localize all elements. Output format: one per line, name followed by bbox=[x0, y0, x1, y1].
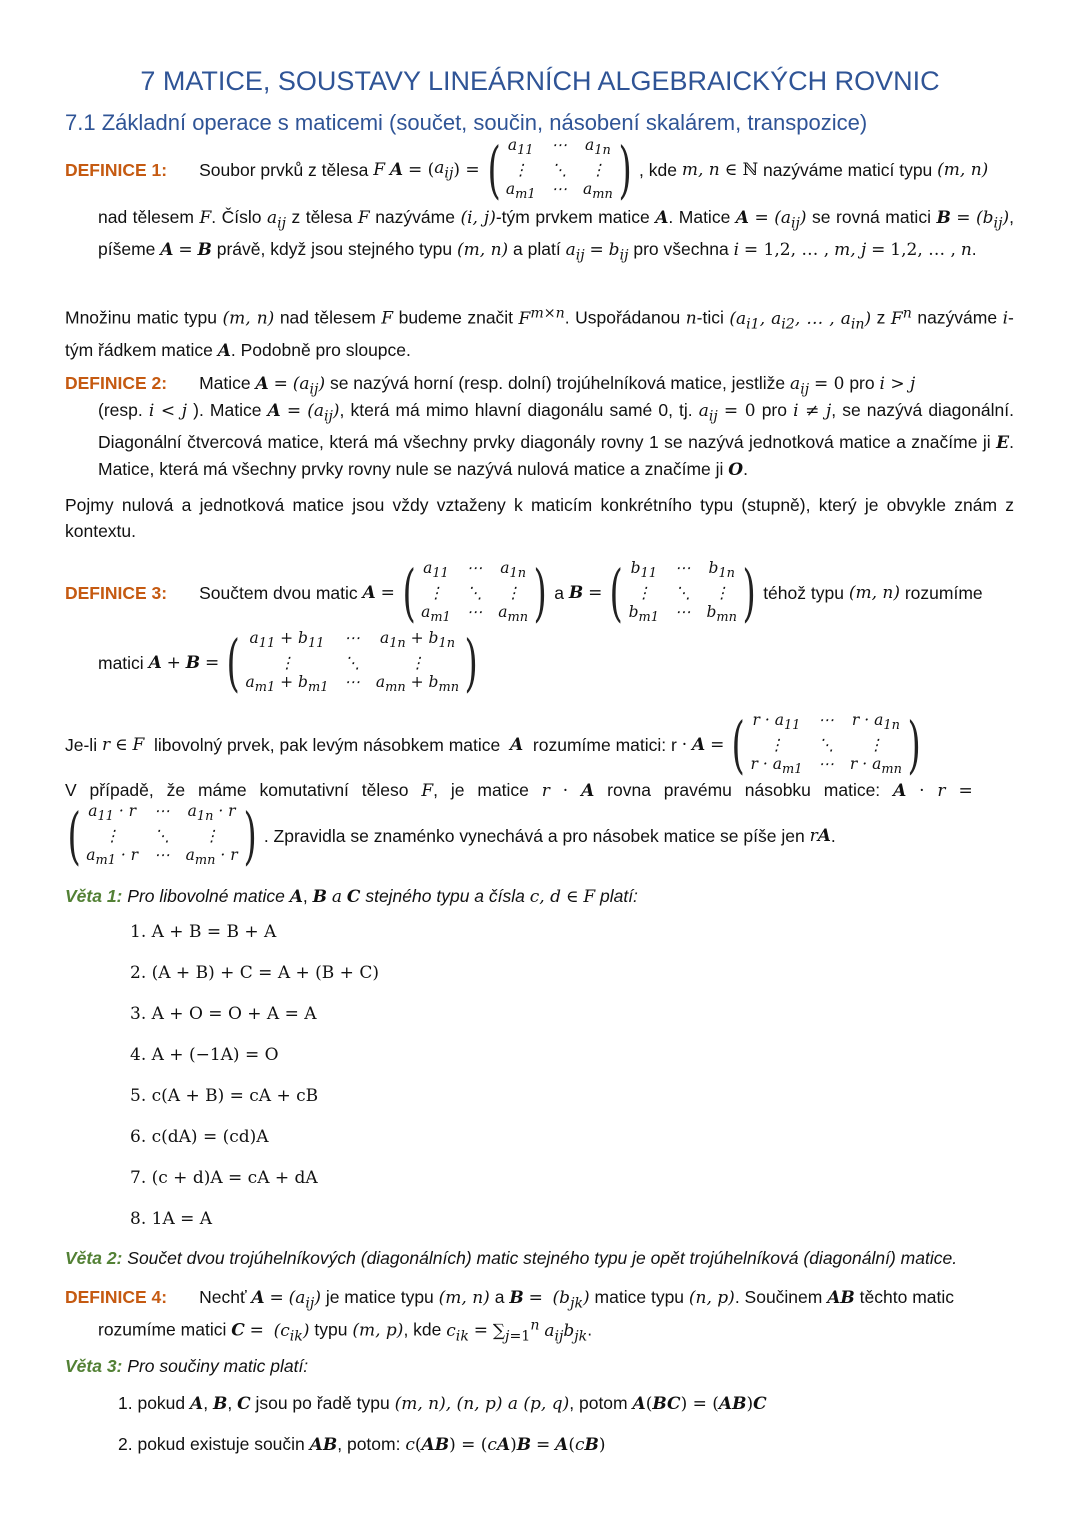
def2-body: (resp. i < j ). Matice $A = (a_{ij})$, která má mimo hlavní diagonálu samé 0, tj. $a_{ij} = 0$ pro i ≠ j, se nazývá diagonální. Diagonální čtvercová matice, která má všechny prvky diagonály rovny 1 se nazývá jednotková matice a značíme ji E. Matice, která má všechny prvky rovny nule se nazývá nulová matice a značíme ji O. bbox=[98, 400, 1014, 481]
def4-label: DEFINICE 4: bbox=[65, 1287, 168, 1307]
chapter-heading: 7 MATICE, SOUSTAVY LINEÁRNÍCH ALGEBRAICKÝCH ROVNIC bbox=[140, 66, 940, 96]
def3-label: DEFINICE 3: bbox=[65, 582, 168, 603]
veta3: Věta 3: Pro součiny matic platí: bbox=[65, 1356, 309, 1376]
veta1-item: 8. 1A = A bbox=[130, 1209, 213, 1229]
veta3-item-2: 2. pokud existuje součin AB, potom: c(AB) = (cA)B = A(cB) bbox=[118, 1434, 606, 1455]
matrix-sum: ( $a_{11} + b_{11}$ ⋯ $a_{1n} + b_{1n}$ ⋮ ⋱ ⋮ $a_{m1} + b_{m1}$ ⋯ $a_{mn} + b_{mn}$ ) bbox=[226, 626, 478, 699]
matrix-scalar-right: ( $a_{11} \cdot r$ ⋯ $a_{1n} \cdot r$ ⋮ ⋱ ⋮ $a_{m1} \cdot r$ ⋯ $a_{mn} \cdot r$ ) bbox=[67, 799, 257, 872]
def3-line1: DEFINICE 3: Součtem dvou matic A = ( $a_{11}$ ⋯ $a_{1n}$ ⋮ ⋱ ⋮ $a_{m1}$ ⋯ $a_{mn}$ ) a B = ( $b_{11}$ ⋯ $b_{1n}$ ⋮ ⋱ ⋮ $b_{m1}$ ⋯ $b_{mn}$ ) téhož typu (m, n) rozumíme bbox=[65, 556, 983, 629]
matrix-b: ( $b_{11}$ ⋯ $b_{1n}$ ⋮ ⋱ ⋮ $b_{m1}$ ⋯ $b_{mn}$ ) bbox=[609, 556, 756, 629]
def4: DEFINICE 4: Nechť $A = (a_{ij})$ je matice typu (m, n) a $B = (b_{jk})$ matice typu (n, p). Součinem AB těchto matic bbox=[65, 1287, 955, 1312]
matrix-a: ( $a_{11}$ ⋯ $a_{1n}$ ⋮ ⋱ ⋮ $a_{m1}$ ⋯ $a_{mn}$ ) bbox=[402, 556, 547, 629]
paragraph-rows: Množinu matic typu (m, n) nad tělesem F budeme značit $F^{m\times n}$. Uspořádanou n-tici ($a_{i1}$, $a_{i2}$, … , $a_{in}$) z $F^n$ nazýváme i-tým řádkem matice A. Podobně pro sloupce. bbox=[65, 305, 1014, 362]
def1-body: nad tělesem F. Číslo $a_{ij}$ z tělesa F nazýváme (i, j)-tým prvkem matice A. Matice $A = (a_{ij})$ se rovná matici $B = (b_{ij})$, píšeme A = B právě, když jsou stejného typu (m, n) a platí $a_{ij} = b_{ij}$ pro všechna i = 1,2, … , m, j = 1,2, … , n. bbox=[98, 207, 1014, 264]
paragraph-scalar: Je-li r ∈ F libovolný prvek, pak levým násobkem matice A rozumíme matici: r · A = ( $r \cdot a_{11}$ ⋯ $r \cdot a_{1n}$ ⋮ ⋱ ⋮ $r \cdot a_{m1}$ ⋯ $r \cdot a_{mn}$ ) bbox=[65, 712, 928, 778]
veta1: Věta 1: Pro libovolné matice A, B a C stejného typu a čísla c, d ∈ F platí: bbox=[65, 886, 638, 907]
matrix-a-general: ( $a_{11}$ ⋯ $a_{1n}$ ⋮ ⋱ ⋮ $a_{m1}$ ⋯ $a_{mn}$ ) bbox=[487, 133, 632, 206]
veta1-item: 7. (c + d)A = cA + dA bbox=[130, 1168, 318, 1188]
veta3-item-1: 1. pokud A, B, C jsou po řadě typu (m, n), (n, p) a (p, q), potom A(BC) = (AB)C bbox=[118, 1393, 767, 1414]
veta1-item: 2. (A + B) + C = A + (B + C) bbox=[130, 963, 379, 983]
veta3-label: Věta 3: bbox=[65, 1356, 123, 1376]
veta1-label: Věta 1: bbox=[65, 886, 123, 906]
veta2: Věta 2: Součet dvou trojúhelníkových (diagonálních) matic stejného typu je opět trojúhelníková (diagonální) matice. bbox=[65, 1248, 958, 1268]
def1-line1: DEFINICE 1: Soubor prvků z tělesa F A = ( $a_{ij}$ ) = ( $a_{11}$ ⋯ $a_{1n}$ ⋮ ⋱ ⋮ $a_{m1}$ ⋯ $a_{mn}$ ) , kde m, n ∈ ℕ nazýváme maticí typu (m, n) bbox=[65, 133, 989, 206]
paragraph-commutative-matrix: ( $a_{11} \cdot r$ ⋯ $a_{1n} \cdot r$ ⋮ ⋱ ⋮ $a_{m1} \cdot r$ ⋯ $a_{mn} \cdot r$ ) . Zpravidla se znaménko vynechává a pro násobek matice se píše jen r A . bbox=[60, 803, 836, 869]
veta1-item: 1. A + B = B + A bbox=[130, 922, 277, 942]
def2: DEFINICE 2: Matice $A = (a_{ij})$ se nazývá horní (resp. dolní) trojúhelníková matice, jestliže $a_{ij} = 0$ pro i > j bbox=[65, 373, 916, 398]
veta1-item: 5. c(A + B) = cA + cB bbox=[130, 1086, 319, 1106]
paragraph-context: Pojmy nulová a jednotková matice jsou vždy vztaženy k maticím konkrétního typu (stupně), který je obvykle znám z kontextu. bbox=[65, 495, 1014, 541]
def4-body: rozumíme matici $C = (c_{ik})$ typu (m, p), kde $c_{ik} = \sum_{j=1}^n$ $a_{ij}b_{jk}$. bbox=[98, 1317, 593, 1345]
def3-line2: matici A + B = ( $a_{11} + b_{11}$ ⋯ $a_{1n} + b_{1n}$ ⋮ ⋱ ⋮ $a_{m1} + b_{m1}$ ⋯ $a_{mn} + b_{mn}$ ) bbox=[98, 630, 485, 696]
veta1-item: 6. c(dA) = (cd)A bbox=[130, 1127, 269, 1147]
def2-label: DEFINICE 2: bbox=[65, 373, 168, 393]
veta1-item: 3. A + O = O + A = A bbox=[130, 1004, 317, 1024]
def1-label: DEFINICE 1: bbox=[65, 159, 168, 180]
matrix-scalar-left: ( $r \cdot a_{11}$ ⋯ $r \cdot a_{1n}$ ⋮ ⋱ ⋮ $r \cdot a_{m1}$ ⋯ $r \cdot a_{mn}$ ) bbox=[731, 708, 921, 781]
veta1-item: 4. A + (−1A) = O bbox=[130, 1045, 279, 1065]
paragraph-commutative: V případě, že máme komutativní těleso F, je matice r · A rovna pravému násobku matice: A · r = bbox=[65, 780, 973, 801]
section-heading: 7.1 Základní operace s maticemi (součet, součin, násobení skalárem, transpozice) bbox=[65, 110, 868, 135]
veta2-label: Věta 2: bbox=[65, 1248, 123, 1268]
def1-text: Soubor prvků z tělesa bbox=[199, 159, 369, 180]
